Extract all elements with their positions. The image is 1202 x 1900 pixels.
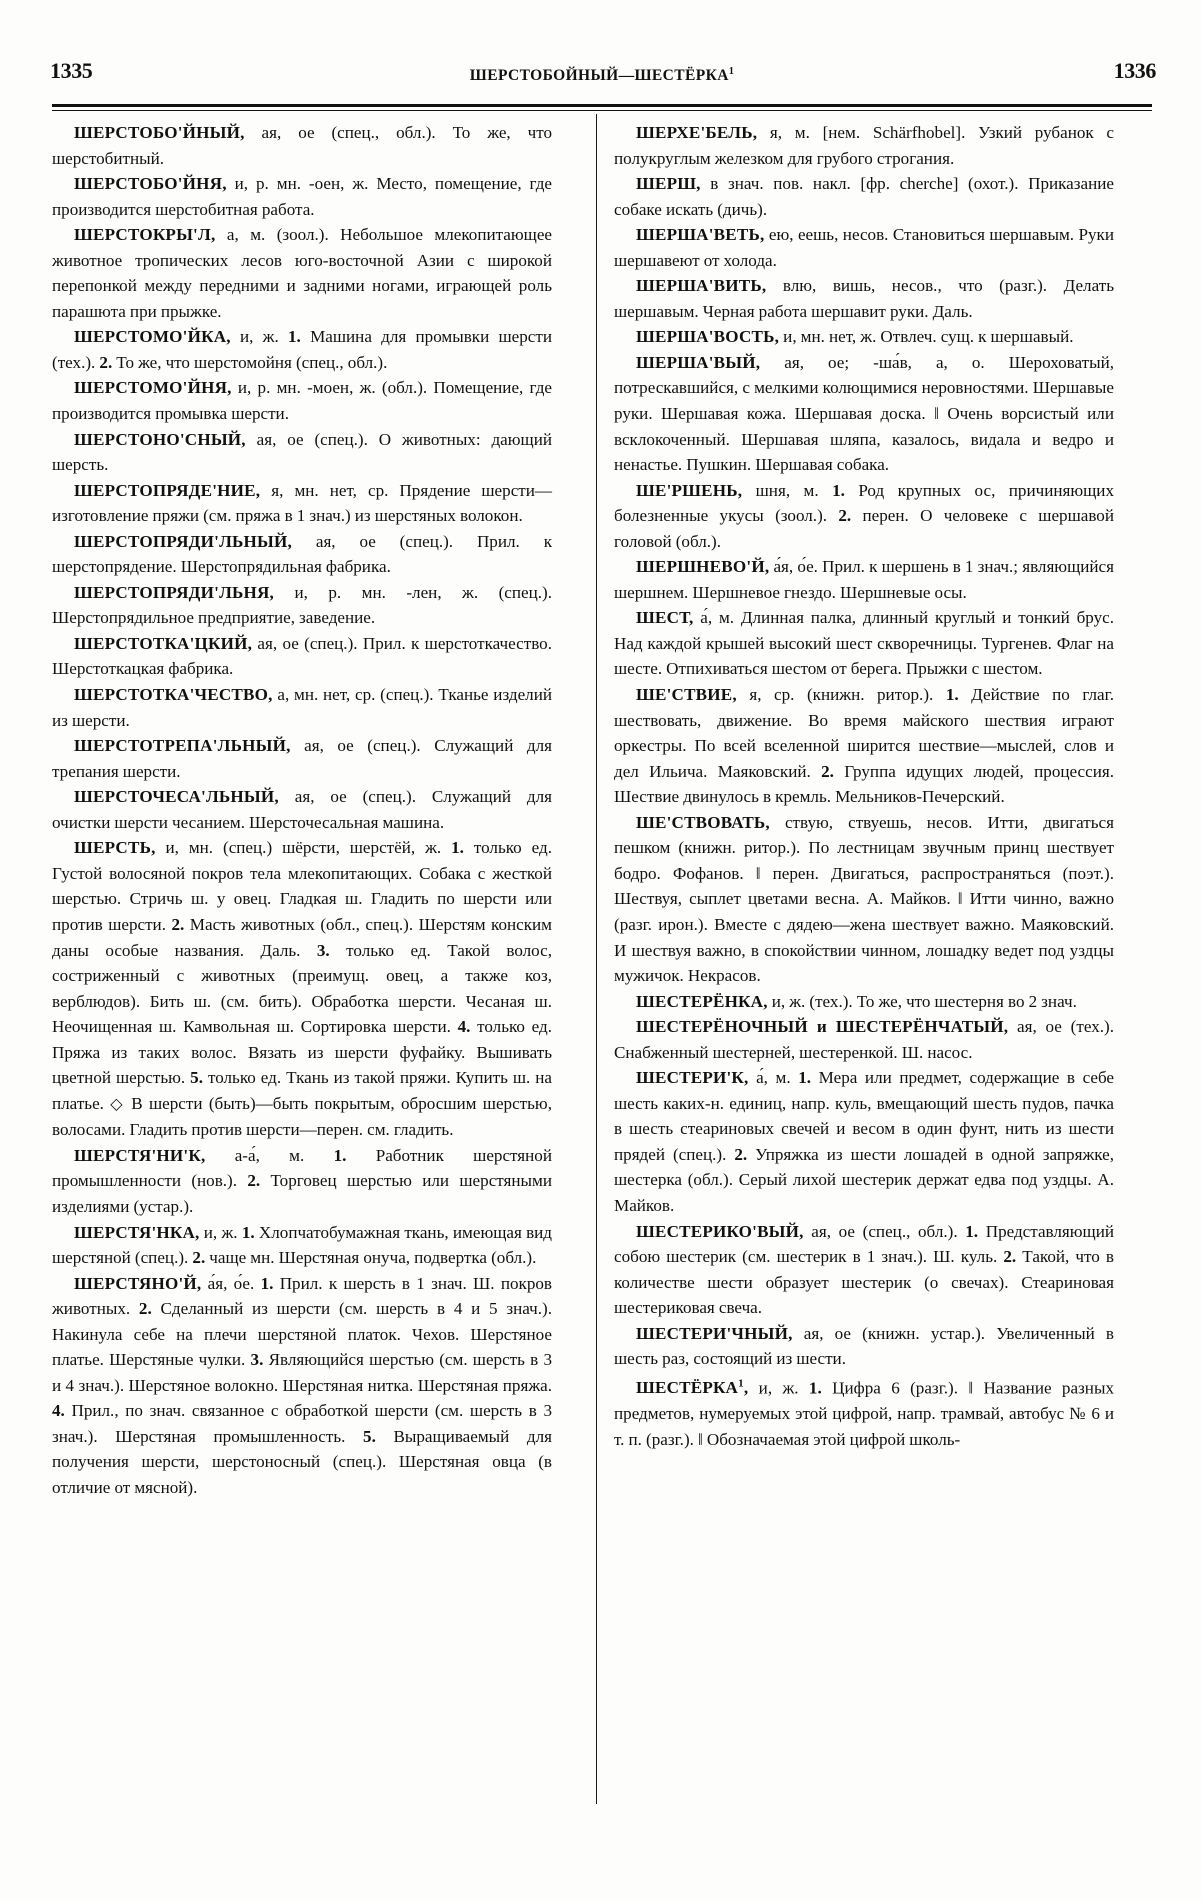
entry-headword: ШЕСТЕРИКО'ВЫЙ, — [636, 1221, 804, 1241]
entry-body: а, м. (зоол.). Небольшое млекопитающее животное тропических лесов юго-восточной Азии с широкой перепонкой между передними и задними ногами, играющей роль парашюта при прыжке. — [52, 225, 552, 321]
entry-headword: ШЕРСТОТКА'ЧЕСТВО, — [74, 685, 273, 705]
dictionary-entry — [52, 324, 552, 375]
entry-headword: ШЕ'СТВОВАТЬ, — [636, 812, 770, 832]
dictionary-entry — [614, 273, 1114, 324]
dictionary-entry — [614, 324, 1114, 350]
dictionary-entry — [614, 682, 1114, 810]
entry-headword: ШЕРША'ВЫЙ, — [636, 352, 761, 372]
entry-body: а́я, о́е. 1. Прил. к шерсть в 1 знач. Ш. покров животных. 2. Сделанный из шерсти (см. шерсть в 4 и 5 знач.). Накинула себе на плечи шерстяной платок. Чехов. Шерстяное платье. Шерстяные чулки. 3. Являющийся шерстью (см. шерсть в 3 и 4 знач.). Шерстяное волокно. Шерстяная нитка. Шерстяная пряжа. 4. Прил., по знач. связанное с обработкой шерсти (см. шерсть в 3 знач.). Шерстяная промышленность. 5. Выращиваемый для получения шерсти, шерстоносный (спец.). Шерстяная овца (в отличие от мясной). — [52, 1273, 553, 1497]
dictionary-entry — [614, 120, 1114, 171]
running-head-superscript: 1 — [728, 66, 735, 77]
dictionary-entry — [614, 1321, 1114, 1372]
dictionary-entry — [52, 171, 552, 222]
entry-body: в знач. пов. накл. [фр. cherche] (охот.). Приказание собаке искать (дичь). — [614, 174, 1114, 219]
entry-headword: ШЕРСТЯ'НИ'К, — [74, 1145, 206, 1165]
dictionary-entry — [614, 350, 1114, 478]
entry-headword: ШЕРСТОБО'ЙНЫЙ, — [74, 123, 245, 142]
entry-headword: ШЕРША'ВИТЬ, — [636, 276, 767, 296]
entry-body: ствую, ствуешь, несов. Итти, двигаться пешком (книжн. ритор.). По лестницам звучным принц шествует бодро. Фофанов. ‖ перен. Двигаться, распространяться (поэт.). Шествуя, сыплет цветами весна. А. Майков. ‖ Итти чинно, важно (разг. ирон.). Вместе с дядею—жена шествует важно. Маяковский. И шествуя важно, в спокойствии чинном, лошадку ведет под уздцы мужичок. Некрасов. — [614, 812, 1114, 986]
entry-body: а, мн. нет, ср. (спец.). Тканье изделий из шерсти. — [52, 685, 552, 730]
entry-body: ая, ое (книжн. устар.). Увеличенный в шесть раз, состоящий из шести. — [614, 1323, 1114, 1369]
entry-headword: ШЕРСТОЧЕСА'ЛЬНЫЙ, — [74, 787, 279, 807]
dictionary-entry — [614, 1219, 1114, 1321]
entry-body: ею, еешь, несов. Становиться шершавым. Руки шершавеют от холода. — [614, 225, 1114, 270]
entry-body: и, ж. 1. Машина для промывки шерсти (тех.). 2. То же, что шерстомойня (спец., обл.). — [52, 327, 552, 372]
dictionary-entry — [52, 682, 552, 733]
entry-headword: ШЕРСТЯ'НКА, — [74, 1222, 200, 1242]
entry-headword: ШЕСТ, — [636, 608, 694, 628]
entry-body: ая, ое; -ша́в, а, о. Шероховатый, потрескавшийся, с мелкими колющимися неровностями. Шершавые руки. Шершавая кожа. Шершавая доска. ‖ Очень ворсистый или всклокоченный. Шершавая шляпа, казалось, видала и ведро и ненастье. Пушкин. Шершавая собака. — [614, 352, 1114, 475]
dictionary-entry — [614, 554, 1114, 605]
right-column — [614, 120, 1114, 1452]
dictionary-entry — [52, 1143, 552, 1220]
entry-headword: ШЕРШНЕВО'Й, — [636, 557, 770, 577]
columns-container — [52, 120, 1152, 1820]
entry-body: а-а́, м. 1. Работник шерстяной промышленности (нов.). 2. Торговец шерстью или шерстяными изделиями (устар.). — [52, 1145, 553, 1216]
entry-headword: ШЕРШ, — [636, 174, 701, 194]
dictionary-entry — [52, 580, 552, 631]
entry-body: и, р. мн. -лен, ж. (спец.). Шерстопрядильное предприятие, заведение. — [52, 582, 552, 628]
dictionary-entry — [614, 1065, 1114, 1218]
dictionary-entry — [52, 1220, 552, 1271]
entry-headword: ШЕ'СТВИЕ, — [636, 685, 737, 705]
entry-headword: ШЕРСТОПРЯДЕ'НИЕ, — [74, 480, 261, 500]
dictionary-entry — [614, 605, 1114, 682]
entry-body: ая, ое (спец.). Прил. к шерстопрядение. Шерстопрядильная фабрика. — [52, 531, 552, 577]
entry-headword: ШЕРША'ВЕТЬ, — [636, 225, 765, 245]
entry-headword: ШЕ'РШЕНЬ, — [636, 480, 743, 500]
dictionary-entry — [52, 631, 552, 682]
entry-body: и, ж. 1. Цифра 6 (разг.). ‖ Название разных предметов, нумеруемых этой цифрой, напр. трамвай, автобус № 6 и т. п. (разг.). ‖ Обозначаемая этой цифрой школь- — [614, 1378, 1114, 1449]
left-column — [52, 120, 552, 1501]
entry-headword: ШЕРСТОНО'СНЫЙ, — [74, 429, 246, 449]
entry-headword: ШЕРСТОМО'ЙНЯ, — [74, 378, 232, 398]
entry-body: а́я, о́е. Прил. к шершень в 1 знач.; являющийся шершнем. Шершневое гнездо. Шершневые осы. — [614, 557, 1114, 602]
dictionary-entry — [614, 989, 1114, 1015]
dictionary-entry — [52, 835, 552, 1143]
dictionary-entry — [52, 222, 552, 324]
entry-body: а́, м. 1. Мера или предмет, содержащие в себе шесть каких-н. единиц, напр. куль, вмещающий шесть пудов, пачка в шесть стеариновых свечей и весом в один фунт, нить из шести прядей (спец.). 2. Упряжка из шести лошадей в одной запряжке, шестерка (обл.). Серый лихой шестерик держат едва под уздцы. А. Майков. — [614, 1068, 1115, 1215]
entry-body: и, р. мн. -оен, ж. Место, помещение, где производится шерстобитная работа. — [52, 174, 552, 219]
running-head — [48, 66, 1156, 85]
folio-left: 1335 — [50, 58, 93, 83]
header-rule-thick — [52, 104, 1152, 107]
page-header — [48, 58, 1156, 92]
entry-body: шня, м. 1. Род крупных ос, причиняющих болезненные укусы (зоол.). 2. перен. О человеке с шершавой головой (обл.). — [614, 480, 1115, 551]
entry-headword: ШЕРХЕ'БЕЛЬ, — [636, 123, 758, 142]
header-rule-thin — [52, 110, 1152, 111]
dictionary-entry — [614, 222, 1114, 273]
entry-headword: ШЕРСТОПРЯДИ'ЛЬНЫЙ, — [74, 531, 292, 551]
running-head-text: ШЕРСТОБОЙНЫЙ—ШЕСТЁРКА — [469, 67, 729, 85]
dictionary-entry — [614, 1372, 1114, 1452]
entry-body: ая, ое (спец., обл.). 1. Представляющий собою шестерик (см. шестерик в 1 знач.). Ш. куль. 2. Такой, что в количестве шести образует шестерик (о свечах). Стеариновая шестериковая свеча. — [614, 1221, 1114, 1318]
dictionary-entry — [52, 529, 552, 580]
entry-body: ая, ое (спец., обл.). То же, что шерстобитный. — [52, 123, 552, 168]
entry-headword: ШЕРСТОТРЕПА'ЛЬНЫЙ, — [74, 736, 291, 756]
entry-body: и, мн. (спец.) шёрсти, шерстёй, ж. 1. только ед. Густой волосяной покров тела млекопитающих. Собака с жесткой шерстью. Стричь ш. у овец. Гладкая ш. Гладить по шерсти или против шерсти. 2. Масть животных (обл., спец.). Шерстям конским даны особые названия. Даль. 3. только ед. Такой волос, состриженный с животных (преимущ. овец, а также коз, верблюдов). Бить ш. (см. бить). Обработка шерсти. Чесаная ш. Неочищенная ш. Камвольная ш. Сортировка шерсти. 4. только ед. Пряжа из таких волос. Вязать из шерсти фуфайку. Вышивать цветной шерстью. 5. только ед. Ткань из такой пряжи. Купить ш. на платье. ◇ В шерсти (быть)—быть покрытым, обросшим шерстью, волосами. Гладить против шерсти—перен. см. гладить. — [52, 838, 553, 1140]
entry-body: я, мн. нет, ср. Прядение шерсти—изготовление пряжи (см. пряжа в 1 знач.) из шерстяных волокон. — [52, 480, 552, 526]
entry-body: а́, м. Длинная палка, длинный круглый и тонкий брус. Над каждой крышей высокий шест скворечницы. Тургенев. Флаг на шесте. Отпихиваться шестом от берега. Прыжки с шестом. — [614, 608, 1114, 679]
entry-headword: ШЕРСТОБО'ЙНЯ, — [74, 174, 227, 194]
entry-body: и, ж. (тех.). То же, что шестерня во 2 знач. — [767, 991, 1077, 1011]
dictionary-entry — [52, 1271, 552, 1501]
entry-headword: ШЕРСТОМО'ЙКА, — [74, 327, 231, 347]
dictionary-entry — [52, 375, 552, 426]
dictionary-entry — [52, 427, 552, 478]
dictionary-entry — [52, 120, 552, 171]
entry-headword: ШЕРСТОПРЯДИ'ЛЬНЯ, — [74, 582, 275, 602]
entry-body: ая, ое (спец.). Служащий для очистки шерсти чесанием. Шерсточесальная машина. — [52, 787, 552, 832]
entry-headword: ШЕСТЕРИ'К, — [636, 1068, 749, 1088]
entry-body: и, р. мн. -моен, ж. (обл.). Помещение, где производится промывка шерсти. — [52, 378, 552, 424]
entry-body: и, ж. 1. Хлопчатобумажная ткань, имеющая вид шерстяной (спец.). 2. чаще мн. Шерстяная онуча, подвертка (обл.). — [52, 1222, 552, 1268]
entry-headword: ШЕРСТЯНО'Й, — [74, 1273, 202, 1293]
dictionary-entry — [52, 733, 552, 784]
entry-body: ая, ое (тех.). Снабженный шестерней, шестеренкой. Ш. насос. — [614, 1017, 1114, 1062]
entry-body: я, ср. (книжн. ритор.). 1. Действие по глаг. шествовать, движение. Во время майского шествия играют оркестры. По всей вселенной ширится шествие—мыслей, слов и дел Ильича. Маяковский. 2. Группа идущих людей, процессия. Шествие двинулось в кремль. Мельников-Печерский. — [614, 685, 1114, 807]
dictionary-entry — [614, 810, 1114, 989]
entry-body: влю, вишь, несов., что (разг.). Делать шершавым. Черная работа шершавит руки. Даль. — [614, 276, 1114, 321]
entry-body: ая, ое (спец.). Прил. к шерстоткачество. Шерстоткацкая фабрика. — [52, 633, 552, 679]
dictionary-entry — [614, 1014, 1114, 1065]
entry-headword: ШЕСТЁРКА$^1$, — [636, 1377, 749, 1398]
entry-headword: ШЕСТЕРЁНОЧНЫЙ и ШЕСТЕРЁНЧАТЫЙ, — [636, 1017, 1009, 1037]
dictionary-entry — [52, 784, 552, 835]
dictionary-entry — [614, 478, 1114, 555]
entry-headword: ШЕСТЕРЁНКА, — [636, 991, 768, 1011]
dictionary-entry — [52, 478, 552, 529]
entry-headword: ШЕРСТЬ, — [74, 838, 156, 858]
entry-body: ая, ое (спец.). Служащий для трепания шерсти. — [52, 736, 552, 781]
dictionary-entry — [614, 171, 1114, 222]
entry-headword: ШЕРША'ВОСТЬ, — [636, 327, 780, 347]
entry-headword: ШЕРСТОКРЫ'Л, — [74, 225, 216, 245]
entry-headword: ШЕСТЕРИ'ЧНЫЙ, — [636, 1323, 793, 1343]
entry-body: я, м. [нем. Schärfhobel]. Узкий рубанок с полукруглым железком для грубого строгания. — [614, 123, 1114, 168]
entry-headword: ШЕРСТОТКА'ЦКИЙ, — [74, 633, 253, 653]
folio-right: 1336 — [1113, 58, 1156, 83]
entry-body: ая, ое (спец.). О животных: дающий шерсть. — [52, 429, 552, 475]
entry-body: и, мн. нет, ж. Отвлеч. сущ. к шершавый. — [779, 327, 1074, 347]
